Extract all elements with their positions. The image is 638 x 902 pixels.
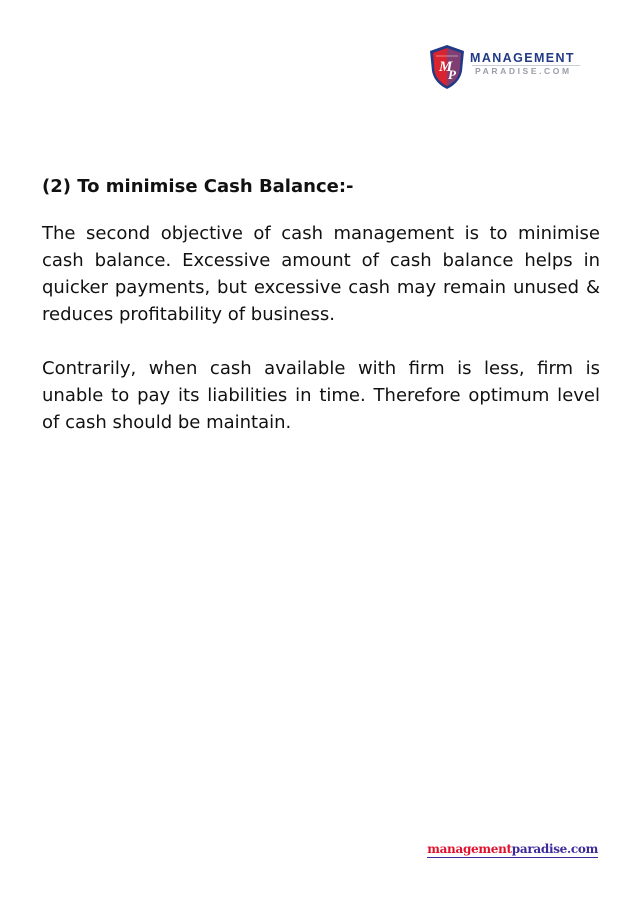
management-paradise-logo (428, 44, 598, 94)
section-heading: (2) To minimise Cash Balance:- (42, 176, 354, 197)
paragraph-2: Contrarily, when cash available with firm is less, firm is unable to pay its liabilities in time. Therefore optimum level of cash should be maintain. (42, 358, 600, 433)
footer-link-part2: paradise.com (511, 842, 598, 856)
footer-website-link[interactable] (427, 842, 598, 858)
logo-wordmark-line1: MANAGEMENT (470, 51, 575, 65)
paragraph-1: The second objective of cash management is to minimise cash balance. Excessive amount of cash balance helps in quicker payments, but excessive cash may remain unused & reduces profitability of business. (42, 223, 600, 325)
mp-shield-logo-icon (428, 44, 466, 90)
footer-link-part1: management (427, 842, 512, 856)
svg-text:P: P (448, 67, 456, 82)
document-body (42, 170, 600, 436)
logo-wordmark-line2: PARADISE.COM (475, 66, 572, 76)
svg-text:M: M (439, 59, 453, 75)
